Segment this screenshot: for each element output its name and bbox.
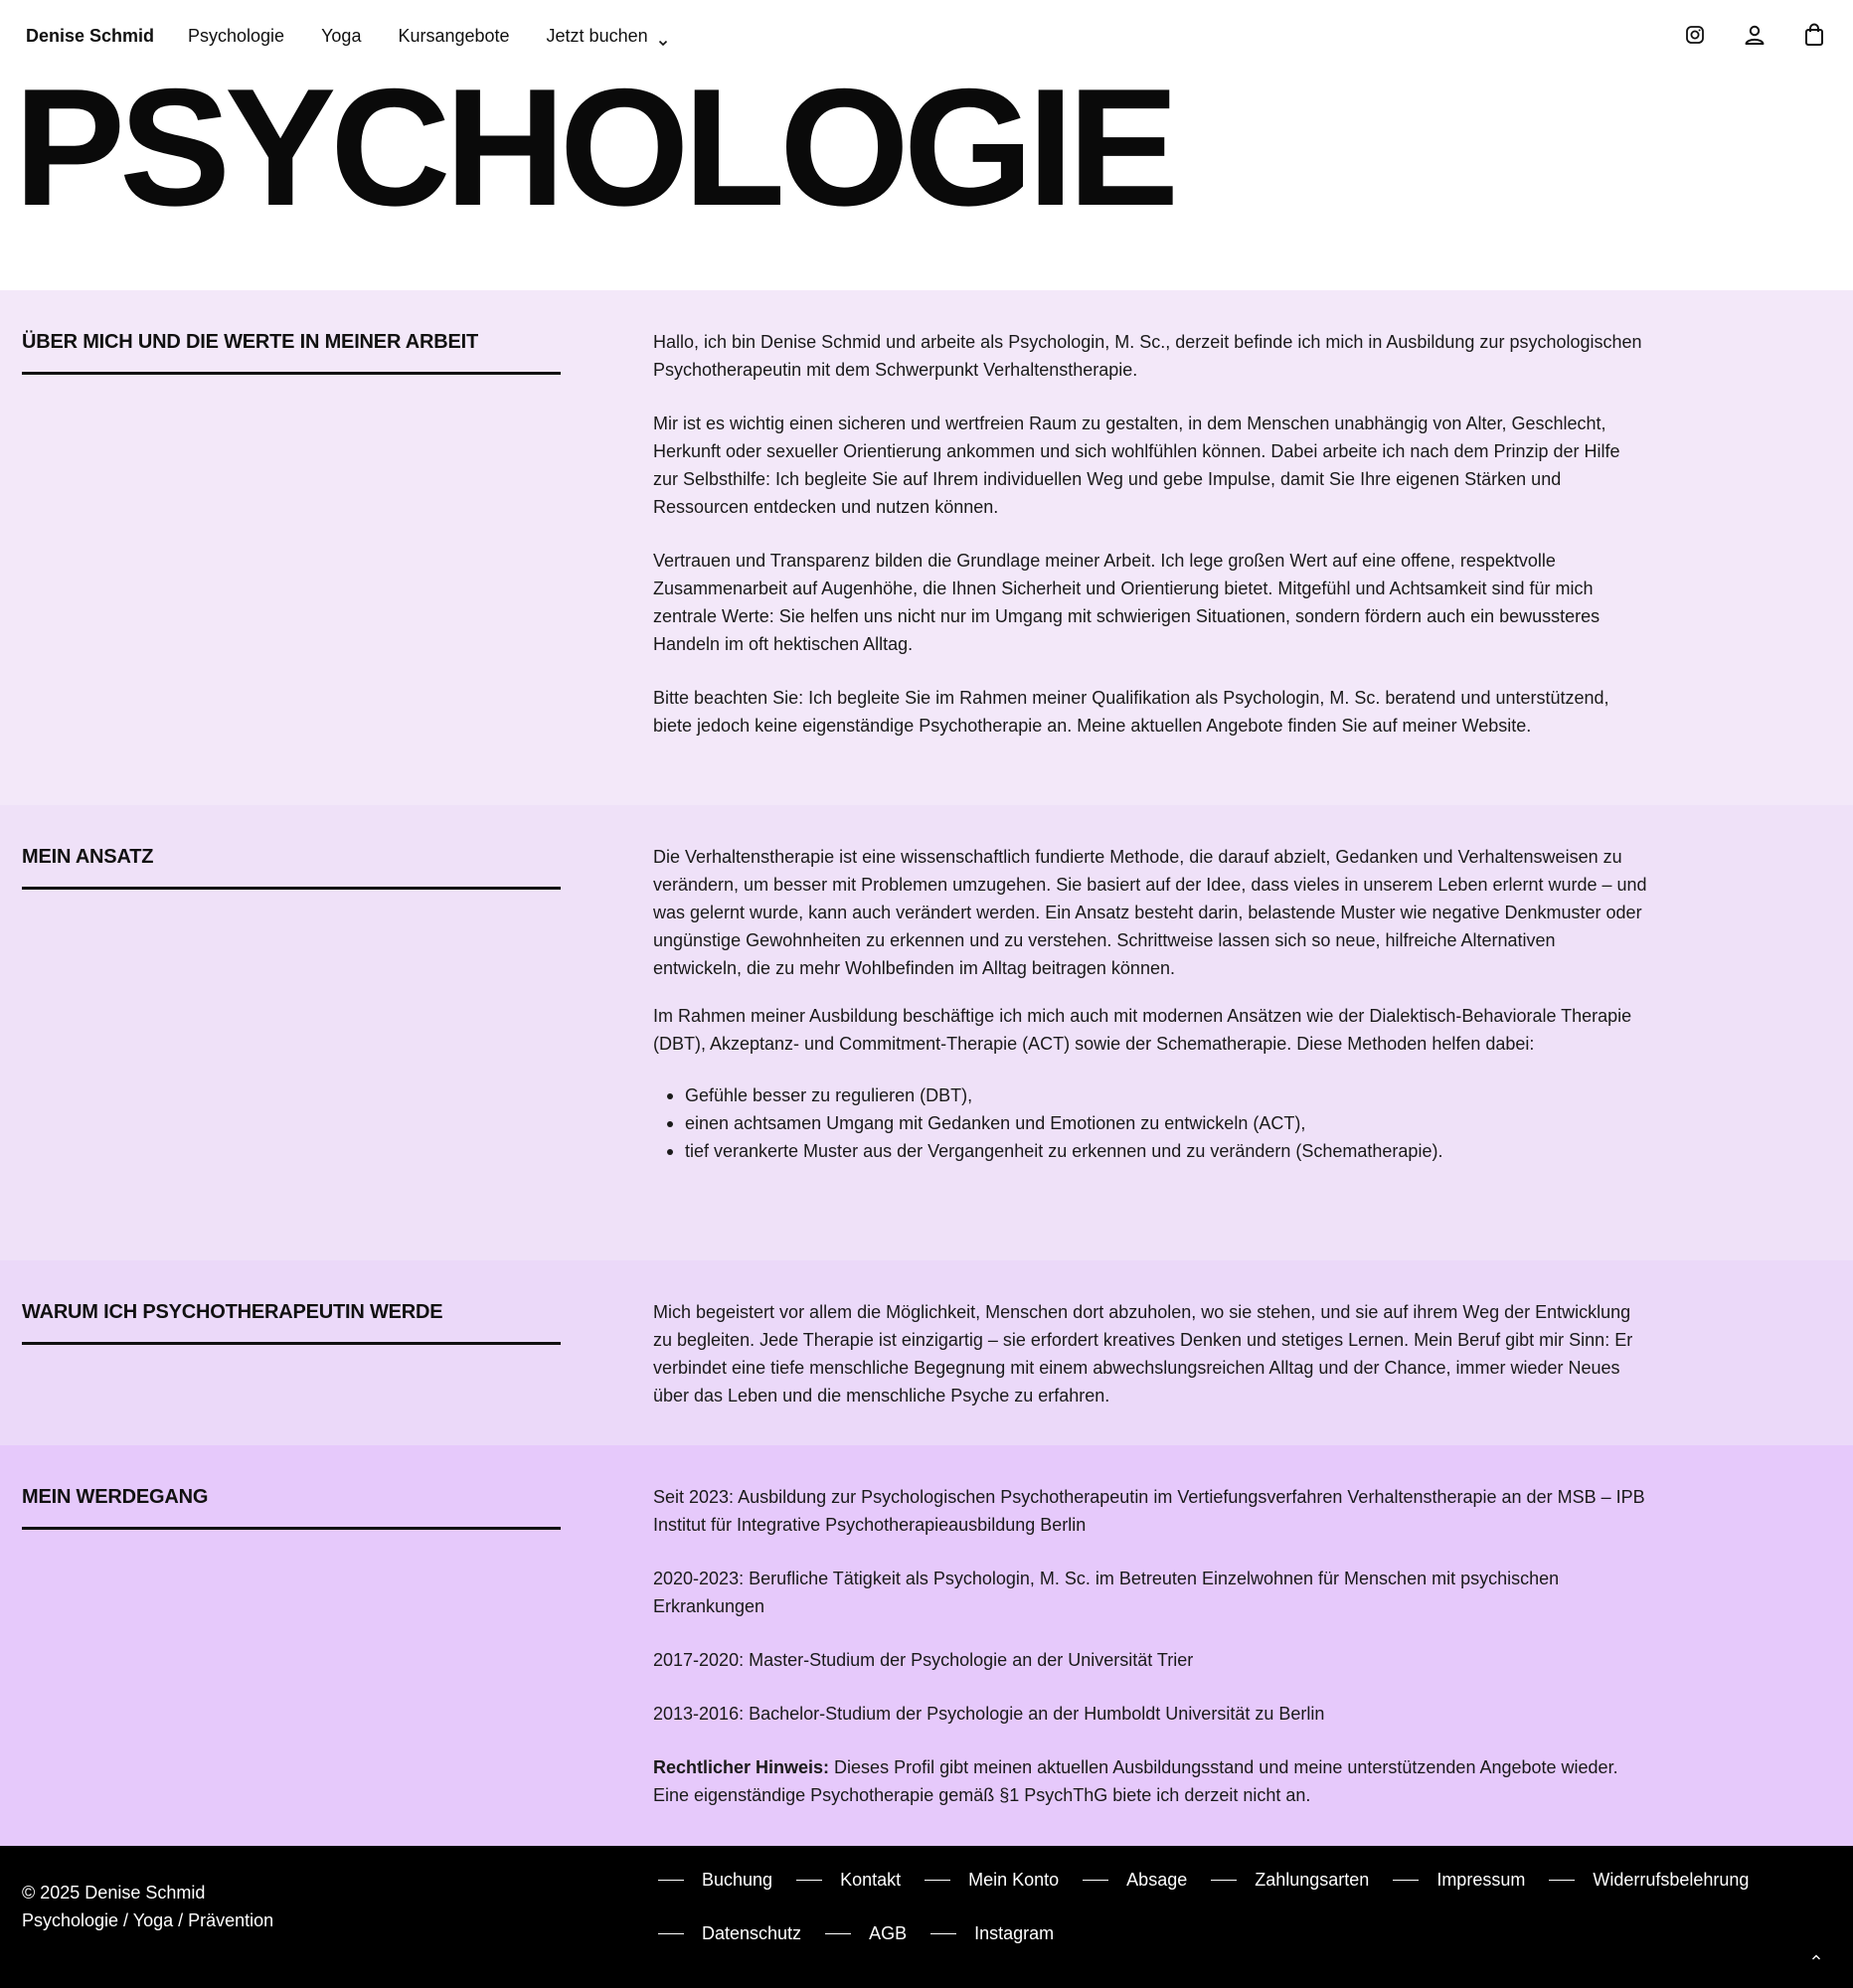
section-body	[653, 1483, 1647, 1835]
page-title: PSYCHOLOGIE	[14, 54, 1174, 241]
footer-link-instagram[interactable]	[930, 1919, 1054, 1947]
footer-link-zahlungsarten[interactable]	[1211, 1866, 1369, 1894]
section-body	[653, 1298, 1647, 1435]
footer-link-mein-konto[interactable]	[925, 1866, 1059, 1894]
nav-item-kursangebote[interactable]: Kursangebote	[398, 26, 510, 46]
nav-item-jetzt-buchen[interactable]	[547, 26, 668, 47]
list-item: Gefühle besser zu regulieren (DBT),	[667, 1081, 1647, 1109]
footer-link-agb[interactable]	[825, 1919, 907, 1947]
copyright-text: © 2025 Denise Schmid	[22, 1883, 206, 1903]
legal-notice	[653, 1753, 1647, 1809]
career-entry: 2017-2020: Master-Studium der Psychologie an der Universität Trier	[653, 1650, 1194, 1670]
cart-icon[interactable]	[1801, 22, 1827, 48]
footer-link-label: Impressum	[1436, 1870, 1526, 1890]
bullet-list	[653, 1081, 1647, 1165]
footer-link-absage[interactable]	[1083, 1866, 1187, 1894]
footer-link-kontakt[interactable]	[796, 1866, 901, 1894]
footer-link-label: Mein Konto	[968, 1870, 1060, 1890]
footer-link-datenschutz[interactable]	[658, 1919, 801, 1947]
section-heading: ÜBER MICH UND DIE WERTE IN MEINER ARBEIT	[22, 330, 561, 375]
section-body	[653, 328, 1647, 765]
list-item: tief verankerte Muster aus der Vergangenheit zu erkennen und zu verändern (Schematherapie).	[667, 1137, 1647, 1165]
site-footer	[0, 1846, 1853, 1988]
chevron-down-icon	[658, 32, 668, 42]
footer-tagline: Psychologie / Yoga / Prävention	[22, 1910, 274, 1930]
paragraph: Mich begeistert vor allem die Möglichkeit, Menschen dort abzuholen, wo sie stehen, und sie auf ihrem Weg der Entwicklung zu begleiten. Jede Therapie ist einzigartig – sie erfordert kreatives Denken und stetiges Lernen. Mein Beruf gibt mir Sinn: Er verbindet eine tiefe menschliche Begegnung mit einem abwechslungsreichen Alltag und der Chance, immer wieder Neues über das Leben und die menschliche Psyche zu erfahren.	[653, 1302, 1633, 1406]
dash-divider	[658, 1933, 684, 1934]
footer-link-label: Kontakt	[840, 1870, 902, 1890]
section-heading: MEIN ANSATZ	[22, 845, 561, 890]
brand-logo-link[interactable]: Denise Schmid	[26, 26, 155, 46]
footer-link-label: Zahlungsarten	[1255, 1870, 1370, 1890]
footer-link-label: Buchung	[702, 1870, 773, 1890]
paragraph: Vertrauen und Transparenz bilden die Grundlage meiner Arbeit. Ich lege großen Wert auf eine offene, respektvolle Zusammenarbeit auf Augenhöhe, die Ihnen Sicherheit und Orientierung bietet. Mitgefühl und Achtsamkeit sind für mich zentrale Werte: Sie helfen uns nicht nur im Umgang mit schwierigen Situationen, sondern fördern auch ein bewussteres Handeln im oft hektischen Alltag.	[653, 551, 1600, 654]
nav-item-jetzt-buchen-label: Jetzt buchen	[546, 26, 648, 46]
footer-link-label: AGB	[869, 1923, 908, 1943]
dash-divider	[1393, 1880, 1419, 1881]
dash-divider	[925, 1880, 950, 1881]
dash-divider	[930, 1933, 956, 1934]
legal-notice-label: Rechtlicher Hinweis:	[653, 1757, 830, 1777]
section-career	[0, 1445, 1853, 1846]
list-item: einen achtsamen Umgang mit Gedanken und Emotionen zu entwickeln (ACT),	[667, 1109, 1647, 1137]
footer-info	[22, 1879, 273, 1934]
header-icons	[1682, 22, 1827, 48]
nav-item-yoga[interactable]: Yoga	[321, 26, 362, 46]
career-entry: 2020-2023: Berufliche Tätigkeit als Psychologin, M. Sc. im Betreuten Einzelwohnen für Menschen mit psychischen Erkrankungen	[653, 1569, 1560, 1616]
instagram-icon[interactable]	[1682, 22, 1708, 48]
footer-link-label: Datenschutz	[702, 1923, 802, 1943]
section-about	[0, 290, 1853, 805]
section-motivation	[0, 1260, 1853, 1445]
account-icon[interactable]	[1742, 22, 1768, 48]
footer-link-label: Absage	[1126, 1870, 1188, 1890]
dash-divider	[796, 1880, 822, 1881]
footer-links	[658, 1866, 1771, 1947]
main-nav	[188, 26, 668, 47]
paragraph: Hallo, ich bin Denise Schmid und arbeite als Psychologin, M. Sc., derzeit befinde ich mich in Ausbildung zur psychologischen Psychotherapeutin mit dem Schwerpunkt Verhaltenstherapie.	[653, 332, 1642, 380]
section-approach	[0, 805, 1853, 1260]
dash-divider	[658, 1880, 684, 1881]
paragraph: Im Rahmen meiner Ausbildung beschäftige ich mich auch mit modernen Ansätzen wie der Dialektisch-Behaviorale Therapie (DBT), Akzeptanz- und Commitment-Therapie (ACT) sowie der Schematherapie. Diese Methoden helfen dabei:	[653, 1006, 1632, 1054]
dash-divider	[1083, 1880, 1108, 1881]
nav-item-psychologie[interactable]: Psychologie	[188, 26, 285, 46]
footer-link-label: Widerrufsbelehrung	[1593, 1870, 1750, 1890]
paragraph: Mir ist es wichtig einen sicheren und wertfreien Raum zu gestalten, in dem Menschen unabhängig von Alter, Geschlecht, Herkunft oder sexueller Orientierung ankommen und sich wohlfühlen können. Dabei arbeite ich nach dem Prinzip der Hilfe zur Selbsthilfe: Ich begleite Sie auf Ihrem individuellen Weg und gebe Impulse, damit Sie Ihre eigenen Stärken und Ressourcen entdecken und nutzen können.	[653, 414, 1620, 517]
dash-divider	[825, 1933, 851, 1934]
section-body	[653, 843, 1647, 1165]
dash-divider	[1549, 1880, 1575, 1881]
footer-link-label: Instagram	[974, 1923, 1055, 1943]
section-heading: WARUM ICH PSYCHOTHERAPEUTIN WERDE	[22, 1300, 561, 1345]
section-heading: MEIN WERDEGANG	[22, 1485, 561, 1530]
paragraph: Die Verhaltenstherapie ist eine wissenschaftlich fundierte Methode, die darauf abzielt, Gedanken und Verhaltensweisen zu verändern, um besser mit Problemen umzugehen. Sie basiert auf der Idee, dass vieles in unserem Leben erlernt wurde – und was gelernt wurde, kann auch verändert werden. Ein Ansatz besteht darin, belastende Muster wie negative Denkmuster oder ungünstige Gewohnheiten zu erkennen und zu verstehen. Schrittweise lassen sich so neue, hilfreiche Alternativen entwickeln, die zu mehr Wohlbefinden im Alltag beitragen können.	[653, 847, 1647, 978]
scroll-to-top-icon[interactable]	[1809, 1950, 1823, 1964]
paragraph: Bitte beachten Sie: Ich begleite Sie im Rahmen meiner Qualifikation als Psychologin, M. Sc. beratend und unterstützend, biete jedoch keine eigenständige Psychotherapie an. Meine aktuellen Angebote finden Sie auf meiner Website.	[653, 688, 1609, 736]
dash-divider	[1211, 1880, 1237, 1881]
footer-link-buchung[interactable]	[658, 1866, 772, 1894]
footer-link-impressum[interactable]	[1393, 1866, 1525, 1894]
career-entry: 2013-2016: Bachelor-Studium der Psychologie an der Humboldt Universität zu Berlin	[653, 1704, 1325, 1724]
footer-link-widerrufsbelehrung[interactable]	[1549, 1866, 1749, 1894]
legal-notice-text: Dieses Profil gibt meinen aktuellen Ausbildungsstand und meine unterstützenden Angebote wieder. Eine eigenständige Psychotherapie gemäß §1 PsychThG biete ich derzeit nicht an.	[653, 1757, 1618, 1805]
career-entry: Seit 2023: Ausbildung zur Psychologischen Psychotherapeutin im Vertiefungsverfahren Verhaltenstherapie an der MSB – IPB Institut für Integrative Psychotherapieausbildung Berlin	[653, 1487, 1645, 1535]
